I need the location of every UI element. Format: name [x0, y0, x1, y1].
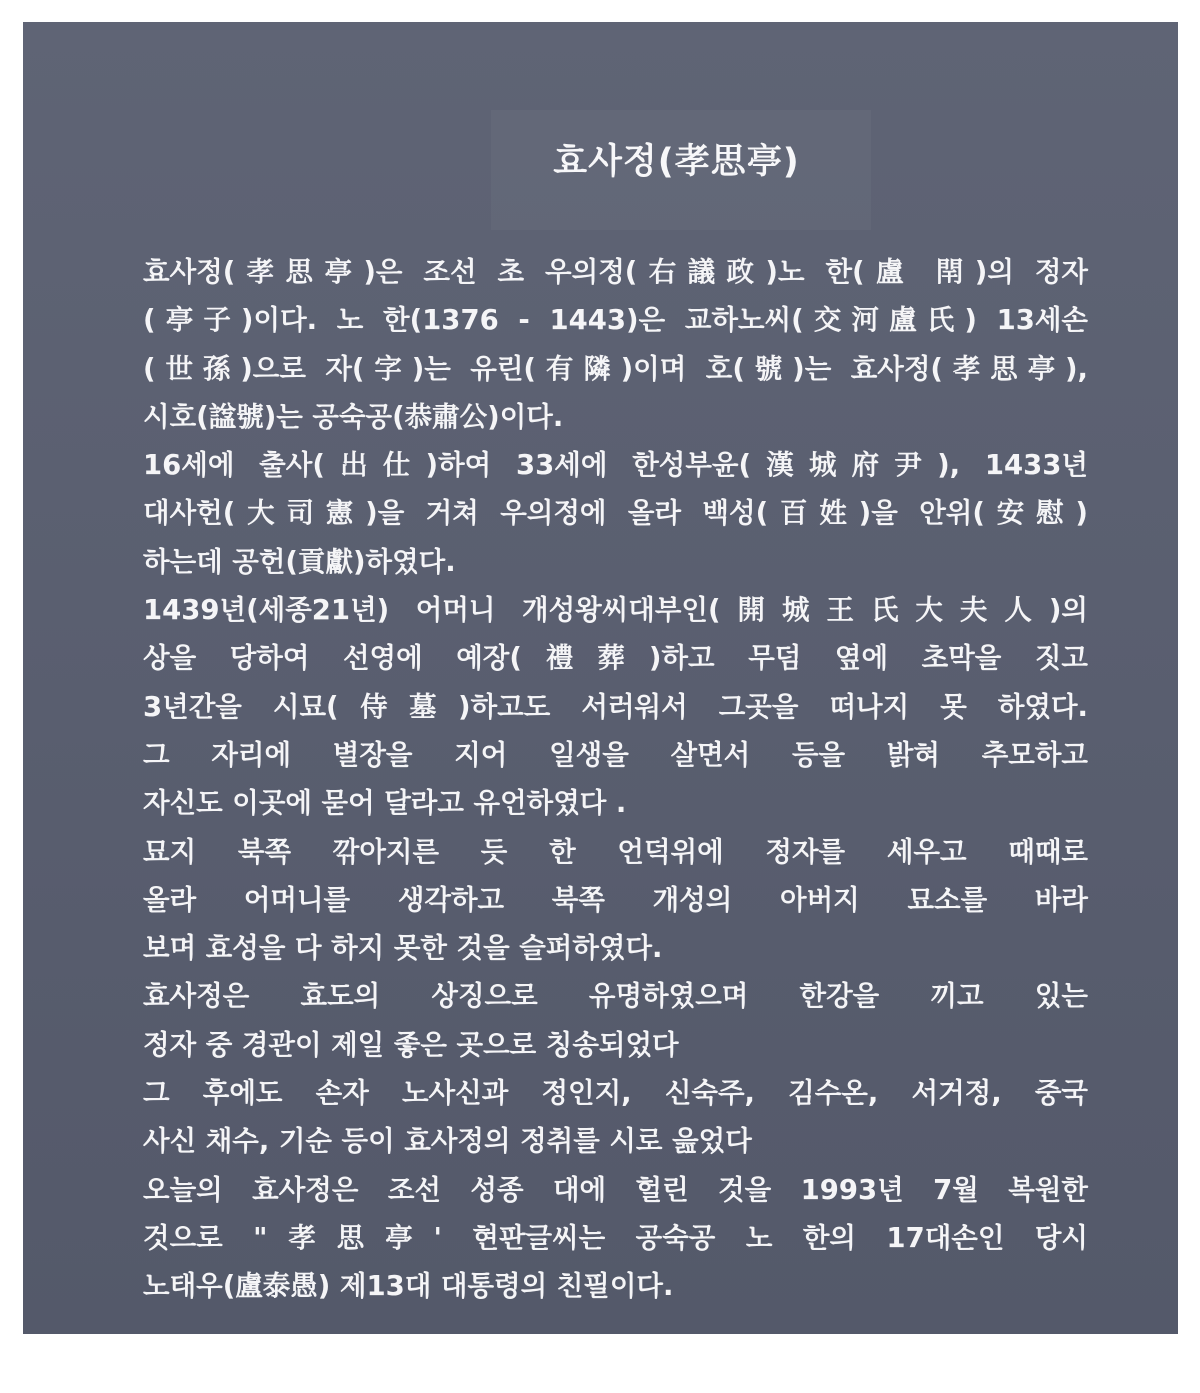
text-line: 자신도 이곳에 묻어 달라고 유언하였다 . — [143, 787, 627, 820]
text-line: 오늘의 효사정은 조선 성종 대에 헐린 것을 1993년 7월 복원한 — [143, 1173, 1088, 1206]
sign-title: 효사정(孝思亭) — [553, 142, 800, 182]
text-line: 효사정(孝思亭)은 조선 초 우의정(右議政)노 한(盧 閈)의 정자 — [143, 256, 1088, 288]
text-line: 하는데 공헌(貢獻)하였다. — [143, 545, 456, 578]
text-line: 보며 효성을 다 하지 못한 것을 슬퍼하였다. — [143, 932, 663, 965]
text-line: 그 자리에 별장을 지어 일생을 살면서 등을 밝혀 추모하고 — [143, 738, 1088, 771]
text-line: 1439년(세종21년) 어머니 개성왕씨대부인(開城王氏大夫人)의 — [143, 594, 1088, 627]
text-line: 것으로 "孝思亭' 현판글씨는 공숙공 노 한의 17대손인 당시 — [143, 1221, 1088, 1254]
text-line: 그 후에도 손자 노사신과 정인지, 신숙주, 김수온, 서거정, 중국 — [143, 1077, 1088, 1110]
text-line: 대사헌(大司憲)을 거쳐 우의정에 올라 백성(百姓)을 안위(安慰) — [143, 497, 1088, 530]
text-line: 시호(諡號)는 공숙공(恭肅公)이다. — [143, 400, 564, 433]
text-line: 상을 당하여 선영에 예장(禮葬)하고 무덤 옆에 초막을 짓고 — [143, 642, 1088, 675]
text-line: 사신 채수, 기순 등이 효사정의 정취를 시로 읊었다 — [143, 1125, 752, 1158]
text-line: 정자 중 경관이 제일 좋은 곳으로 칭송되었다 — [143, 1028, 679, 1061]
text-line: (世孫)으로 자(字)는 유린(有隣)이며 호(號)는 효사정(孝思亭), — [143, 352, 1088, 385]
text-line: (亭子)이다. 노 한(1376 - 1443)은 교하노씨(交河盧氏) 13세손 — [143, 304, 1088, 337]
text-line: 노태우(盧泰愚) 제13대 대통령의 친필이다. — [143, 1270, 674, 1303]
text-line: 묘지 북쪽 깎아지른 듯 한 언덕위에 정자를 세우고 때때로 — [143, 835, 1088, 868]
text-line: 16세에 출사(出仕)하여 33세에 한성부윤(漢城府尹), 1433년 — [143, 449, 1088, 482]
text-line: 효사정은 효도의 상징으로 유명하였으며 한강을 끼고 있는 — [143, 980, 1088, 1013]
text-line: 올라 어머니를 생각하고 북쪽 개성의 아버지 묘소를 바라 — [143, 883, 1088, 916]
sign-board — [23, 22, 1178, 1334]
text-line: 3년간을 시묘(侍墓)하고도 서러워서 그곳을 떠나지 못 하였다. — [143, 690, 1088, 723]
sign-body-text — [143, 248, 1088, 1311]
ghost-reflection-top — [273, 100, 281, 125]
